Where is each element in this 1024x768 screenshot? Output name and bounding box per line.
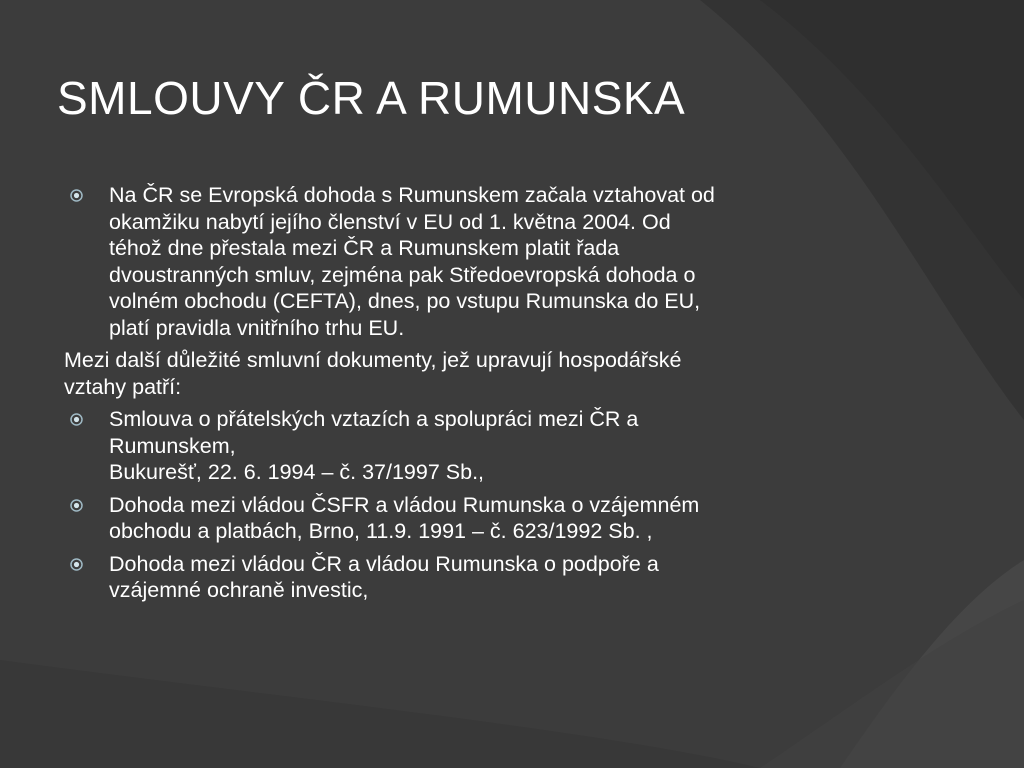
paragraph-line: dvoustranných smluv, zejména pak Středoevropská dohoda o (109, 262, 696, 287)
list-item-friendship-treaty (64, 406, 904, 486)
paragraph-line: obchodu a platbách, Brno, 11.9. 1991 – č. 623/1992 Sb. , (109, 519, 653, 543)
paragraph-other-documents (64, 347, 904, 400)
paragraph-line: Dohoda mezi vládou ČR a vládou Rumunska o podpoře a (109, 551, 659, 576)
paragraph-line: Smlouva o přátelských vztazích a spolupráci mezi ČR a (109, 407, 639, 431)
paragraph-line: Na ČR se Evropská dohoda s Rumunskem začala vztahovat od (109, 183, 715, 207)
paragraph-eu-agreement (64, 182, 904, 341)
circle-dot-bullet-icon (70, 558, 83, 571)
paragraph-line: volném obchodu (CEFTA), dnes, po vstupu Rumunska do EU, (109, 289, 701, 313)
paragraph-line: Mezi další důležité smluvní dokumenty, jež upravují hospodářské (64, 348, 682, 372)
paragraph-line: Bukurešť, 22. 6. 1994 – č. 37/1997 Sb., (109, 460, 485, 484)
slide-body (64, 182, 904, 610)
paragraph-line: okamžiku nabytí jejího členství v EU od 1. května 2004. Od (109, 209, 671, 234)
circle-dot-bullet-icon (70, 413, 83, 426)
list-item-trade-agreement (64, 492, 904, 545)
circle-dot-bullet-icon (70, 189, 83, 202)
paragraph-line: vztahy patří: (64, 374, 182, 399)
slide-title: SMLOUVY ČR A RUMUNSKA (57, 72, 686, 124)
list-item-investment-agreement (64, 551, 904, 604)
paragraph-line: Dohoda mezi vládou ČSFR a vládou Rumunska o vzájemném (109, 492, 700, 517)
paragraph-line: platí pravidla vnitřního trhu EU. (109, 315, 405, 340)
paragraph-line: Rumunskem, (109, 433, 236, 458)
paragraph-line: vzájemné ochraně investic, (109, 578, 369, 602)
paragraph-line: téhož dne přestala mezi ČR a Rumunskem platit řada (109, 236, 620, 260)
circle-dot-bullet-icon (70, 499, 83, 512)
